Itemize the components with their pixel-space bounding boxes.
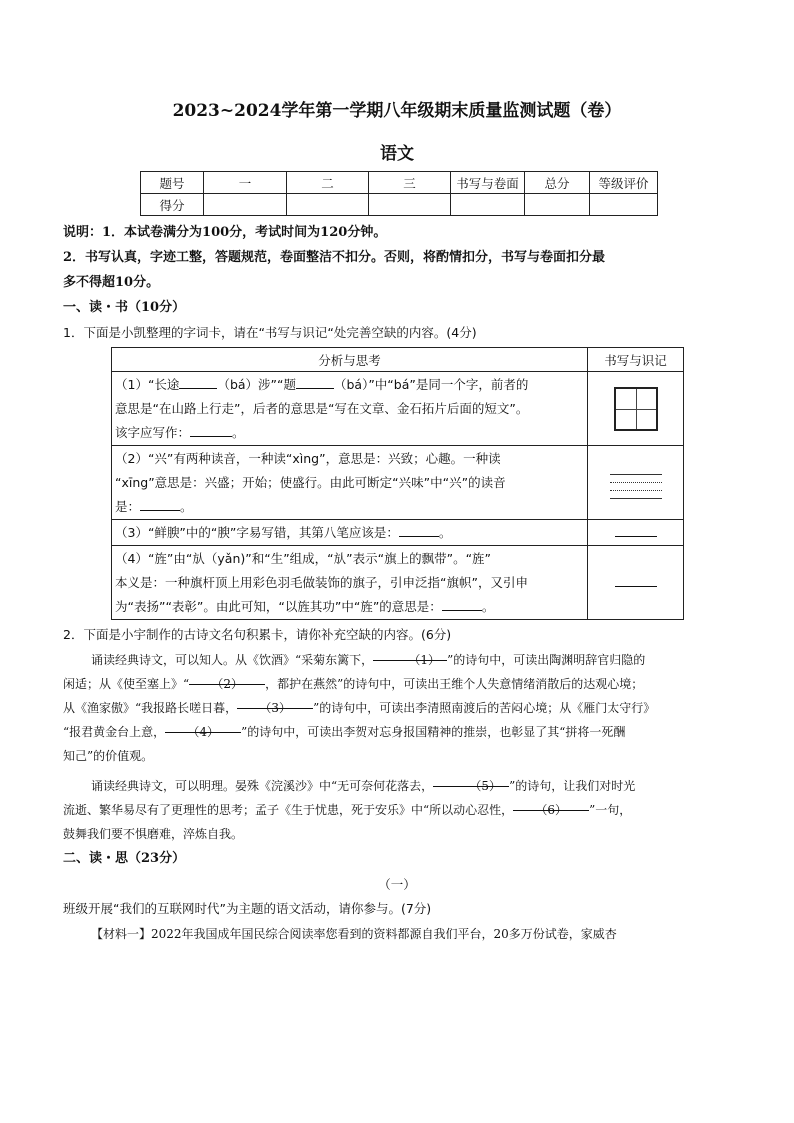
answer-blank[interactable]	[189, 672, 265, 691]
score-cell[interactable]	[287, 194, 369, 216]
answer-blank[interactable]	[237, 696, 313, 715]
material-1-text: 【材料一】2022年我国成年国民综合阅读率您看到的资料都源自我们平台，20多万份试卷，家威杏	[91, 927, 617, 941]
score-table-header-row	[141, 172, 658, 194]
q1-row-1	[112, 372, 684, 446]
q2-text: ”一句，	[589, 803, 632, 817]
q1-intro: 1．下面是小凯整理的字词卡，请在“书写与识记“处完善空缺的内容。(4分)	[63, 325, 477, 340]
q1-row2-part-a: （2）“兴”有两种读音，一种读“xìng”，意思是：兴致；心趣。一种读	[115, 450, 501, 466]
score-table-score-row	[141, 194, 658, 216]
q1-row1-part-f: 。	[232, 424, 245, 440]
q2-text: ，都护在燕然”的诗句中，可读出王维个人失意情绪消散后的达观心境；	[265, 677, 644, 691]
score-row-label: 得分	[141, 194, 204, 216]
q1-row3-part-b: 。	[438, 524, 452, 540]
answer-blank[interactable]	[442, 598, 482, 611]
q1-row-2-answer[interactable]	[588, 446, 684, 520]
q2-text: ”的诗句，让我们对时光	[509, 779, 636, 793]
q2-text: 从《渔家傲》“我报路长嗟日暮，	[63, 701, 238, 715]
q2-text: 知己”的价值观。	[63, 749, 154, 763]
blank-number: （6）	[535, 803, 567, 817]
answer-blank[interactable]	[179, 376, 217, 389]
q1-row2-part-d: 。	[180, 498, 193, 514]
q1-row-2	[112, 446, 684, 520]
score-cell[interactable]	[369, 194, 451, 216]
score-cell[interactable]	[590, 194, 658, 216]
q1-row-1-answer[interactable]	[588, 372, 684, 446]
q2-paragraph-2	[63, 774, 733, 846]
q1-row-1-text	[112, 372, 588, 446]
q1-row2-part-b: “xīng”意思是：兴盛；开始；使盛行。由此可断定“兴味”中“兴”的读音	[115, 474, 506, 490]
q2-text: ”的诗句中，可读出陶渊明辞官归隐的	[447, 653, 646, 667]
score-cell[interactable]	[451, 194, 525, 216]
q2-text: 闲适；从《使至塞上》“	[63, 677, 190, 691]
q1-row-2-text	[112, 446, 588, 520]
exam-title: 2023~2024学年第一学期八年级期末质量监测试题（卷）	[172, 101, 622, 121]
score-header-cell: 三	[369, 172, 451, 194]
blank-number: （5）	[469, 779, 501, 793]
q1-row1-part-a: （1）“长途	[115, 376, 180, 392]
q2-text: 流逝、繁华易尽有了更理性的思考；孟子《生于忧患，死于安乐》中“所以动心忍性，	[63, 803, 514, 817]
q2-intro: 2．下面是小宇制作的古诗文名句积累卡，请你补充空缺的内容。(6分)	[63, 627, 452, 642]
blank-number: （3）	[259, 701, 291, 715]
score-header-cell: 等级评价	[590, 172, 658, 194]
answer-line[interactable]	[615, 535, 657, 537]
blank-number: （2）	[211, 677, 243, 691]
q2-text: “报君黄金台上意，	[63, 725, 166, 739]
q1-row4-part-b: 本义是：一种旗杆顶上用彩色羽毛做装饰的旗子，引申泛指“旗帜”，又引申	[115, 574, 528, 590]
q2-text: 诵读经典诗文，可以知人。从《饮酒》“采菊东篱下，	[91, 653, 374, 667]
section2-intro: 班级开展“我们的互联网时代”为主题的语文活动，请你参与。(7分)	[63, 901, 432, 916]
q1-row4-part-d: 。	[481, 598, 495, 614]
q1-row1-part-c: （bá）”中“bá”是同一个字，前者的	[333, 376, 529, 392]
q1-row-3-text	[112, 520, 588, 546]
q1-row-4	[112, 546, 684, 620]
q1-row-3-answer[interactable]	[588, 520, 684, 546]
score-header-cell: 总分	[525, 172, 590, 194]
section2-part-label: （一）	[378, 877, 416, 892]
score-header-cell: 二	[287, 172, 369, 194]
note-line-1: 说明：1．本试卷满分为100分，考试时间为120分钟。	[63, 225, 387, 240]
answer-blank[interactable]	[513, 798, 589, 817]
q1-row4-part-c: 为“表扬”“表彰”。由此可知，“以旌其功”中“旌”的意思是：	[115, 598, 442, 614]
q1-row1-part-e: 该字应写作：	[115, 424, 191, 440]
q1-header-right: 书写与识记	[588, 348, 684, 372]
q1-row1-part-b: （bá）涉”“题	[217, 376, 296, 392]
score-cell[interactable]	[525, 194, 590, 216]
answer-line[interactable]	[615, 585, 657, 587]
q1-word-card-table	[111, 347, 684, 620]
answer-blank[interactable]	[140, 498, 180, 511]
subject-title: 语文	[380, 144, 414, 164]
score-header-cell: 题号	[141, 172, 204, 194]
tianzige-grid-icon[interactable]	[614, 387, 658, 431]
answer-blank[interactable]	[296, 376, 334, 389]
q2-text: 鼓舞我们要不惧磨难，淬炼自我。	[63, 827, 244, 841]
q2-text: ”的诗句中，可读出李清照南渡后的苦闷心境；从《雁门太守行》	[313, 701, 656, 715]
q2-text: 诵读经典诗文，可以明理。晏殊《浣溪沙》中“无可奈何花落去，	[91, 779, 434, 793]
q1-row-4-answer[interactable]	[588, 546, 684, 620]
answer-blank[interactable]	[433, 774, 509, 793]
blank-number: （1）	[408, 653, 440, 667]
q1-row-4-text	[112, 546, 588, 620]
material-1	[63, 922, 617, 946]
q1-row-3	[112, 520, 684, 546]
q1-row4-part-a: （4）“旌”由“㫃（yǎn)”和“生”组成，“㫃”表示“旗上的飘带”。“旌”	[115, 550, 492, 566]
score-header-cell: 一	[204, 172, 287, 194]
section1-heading: 一、读・书（10分）	[63, 300, 186, 315]
blank-number: （4）	[187, 725, 219, 739]
score-header-cell: 书写与卷面	[451, 172, 525, 194]
section2-heading: 二、读・思（23分）	[63, 851, 186, 866]
answer-blank[interactable]	[190, 424, 232, 437]
q1-row3-part-a: （3）“鲜腴”中的“腴”字易写错，其第八笔应该是：	[115, 524, 399, 540]
score-cell[interactable]	[204, 194, 287, 216]
answer-blank[interactable]	[165, 720, 241, 739]
pinyin-lines-icon[interactable]	[610, 467, 662, 499]
q1-row1-part-d: 意思是“在山路上行走”，后者的意思是“写在文章、金石拓片后面的短文”。	[115, 400, 529, 416]
q1-header-left: 分析与思考	[112, 348, 588, 372]
answer-blank[interactable]	[373, 648, 447, 667]
answer-blank[interactable]	[399, 524, 439, 537]
q1-header-row	[112, 348, 684, 372]
q2-text: ”的诗句中，可读出李贺对忘身报国精神的推崇，也彰显了其“拼将一死酬	[241, 725, 626, 739]
score-table	[140, 171, 658, 216]
note-line-2: 2．书写认真，字迹工整，答题规范，卷面整洁不扣分。否则，将酌情扣分，书写与卷面扣分最	[63, 250, 606, 265]
q1-row2-part-c: 是：	[115, 498, 141, 514]
note-line-3: 多不得超10分。	[63, 275, 160, 290]
q2-paragraph-1	[63, 648, 733, 768]
